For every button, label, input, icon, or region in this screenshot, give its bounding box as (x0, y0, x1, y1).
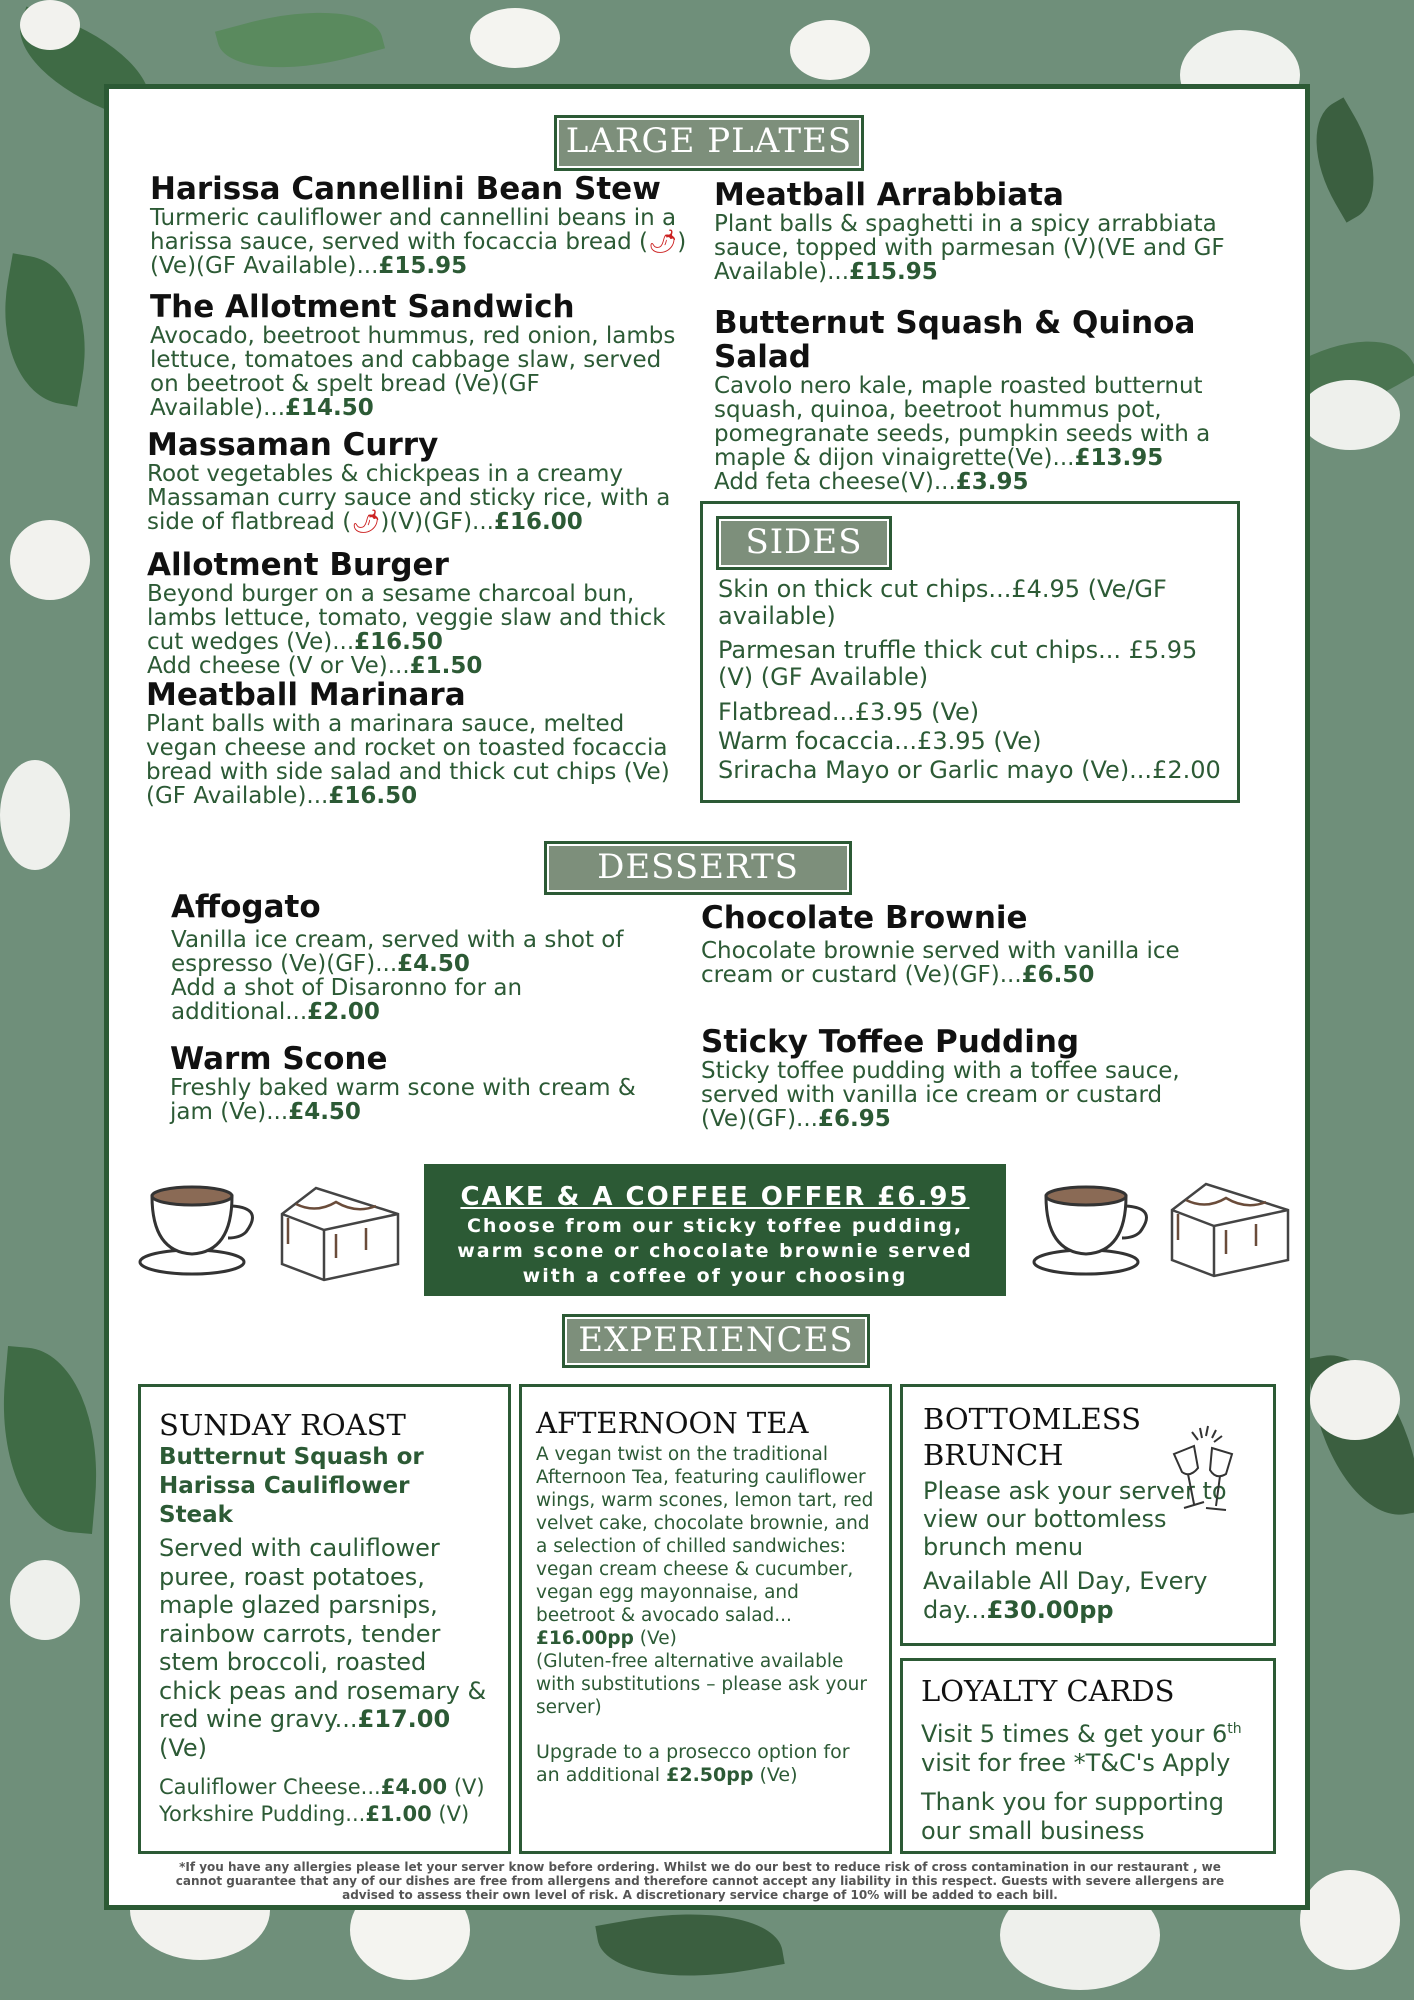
dish-desc: Plant balls with a marinara sauce, melted vegan cheese and rocket on toasted focaccia bread with side salad and thick cut chips (Ve)(GF Available)... (146, 711, 670, 809)
card-gf-note: (Gluten-free alternative available with substitutions – please ask your server) (536, 1651, 868, 1718)
dish-name: The Allotment Sandwich (150, 289, 575, 325)
dessert-desc: Freshly baked warm scone with cream & jam (Ve)... (170, 1075, 636, 1125)
dish-price: £16.00 (494, 509, 583, 535)
card-avail: Available All Day, Every day... (923, 1567, 1208, 1624)
sides-header: SIDES (716, 516, 892, 570)
dish-name: Massaman Curry (147, 427, 439, 463)
loyalty-cards-card (900, 1658, 1276, 1854)
side-item: Parmesan truffle thick cut chips... £5.95 (V) (GF Available) (718, 636, 1198, 691)
dish-tags-open: ( (639, 229, 649, 255)
dessert-name: Affogato (171, 889, 321, 925)
sunday-roast-card (138, 1384, 511, 1854)
dish-massaman-curry (147, 428, 687, 534)
experiences-header: EXPERIENCES (562, 1314, 870, 1368)
dish-extra: Add feta cheese(V)... (714, 469, 956, 495)
dish-price: £16.50 (354, 629, 443, 655)
loyalty-line: visit for free *T&C's Apply (921, 1749, 1231, 1777)
dish-price: £14.50 (285, 395, 374, 421)
offer-line: with a coffee of your choosing (522, 1265, 908, 1287)
dish-butternut-salad (714, 306, 1274, 494)
dish-price: £16.50 (328, 783, 418, 809)
coffee-cup-icon (136, 1180, 266, 1280)
dish-meatball-marinara (146, 678, 686, 808)
cake-slice-icon (276, 1184, 404, 1282)
loyalty-line: Visit 5 times & get your 6 (921, 1720, 1228, 1748)
dessert-desc: Vanilla ice cream, served with a shot of espresso (Ve)(GF)... (171, 927, 624, 977)
dessert-warm-scone (170, 1042, 640, 1124)
dish-harissa-stew (150, 172, 690, 278)
card-extra-tag: (V) (447, 1775, 485, 1799)
sides-list (718, 576, 1228, 785)
dish-allotment-burger (147, 548, 667, 678)
card-extra-price: £4.00 (380, 1775, 448, 1799)
offer-line: warm scone or chocolate brownie served (457, 1240, 973, 1262)
allergy-disclaimer: *If you have any allergies please let your server know before ordering. Whilst we do our best to reduce risk of cross contamination in our restaurant , we cannot guarantee that any of our dishes are free from allergens and therefore cannot accept any liability in this respect. Guests with severe allergens are advised to assess their own level of risk. A discretionary service charge of 10% will be added to each bill. (175, 1860, 1225, 1902)
dessert-desc: Sticky toffee pudding with a toffee sauce, served with vanilla ice cream or custard (Ve)(GF)... (701, 1058, 1180, 1132)
dish-name: Allotment Burger (147, 547, 449, 583)
card-title: BOTTOMLESS (923, 1402, 1141, 1436)
dish-name: Meatball Arrabbiata (714, 177, 1064, 213)
dessert-chocolate-brownie (701, 901, 1201, 987)
dessert-price: £4.50 (397, 951, 470, 977)
card-extra-tag: (V) (431, 1802, 470, 1826)
dish-price: £15.95 (849, 259, 938, 285)
dish-extra: Add cheese (V or Ve)... (147, 653, 410, 679)
dessert-price: £6.95 (817, 1106, 891, 1132)
dish-desc: Beyond burger on a sesame charcoal bun, lambs lettuce, tomato, veggie slaw and thick cut wedges (Ve)... (147, 581, 666, 655)
card-upgrade: Upgrade to a prosecco option for an additional (536, 1741, 850, 1786)
dish-name: Meatball Marinara (146, 677, 466, 713)
card-extra: Yorkshire Pudding... (159, 1802, 366, 1826)
dessert-affogato (171, 890, 651, 1024)
large-plates-header: LARGE PLATES (554, 115, 864, 171)
card-price: £17.00 (357, 1705, 451, 1733)
card-upgrade-price: £2.50pp (666, 1764, 754, 1786)
dish-desc: Turmeric cauliflower and cannellini beans in a harissa sauce, served with focaccia bread (150, 205, 677, 255)
afternoon-tea-card (519, 1384, 892, 1854)
dish-desc: Avocado, beetroot hummus, red onion, lambs lettuce, tomatoes and cabbage slaw, served on beetroot & spelt bread (Ve)(GF Available)... (150, 323, 676, 421)
dessert-name: Chocolate Brownie (701, 900, 1028, 936)
card-desc: Served with cauliflower puree, roast potatoes, maple glazed parsnips, rainbow carrots, tender stem broccoli, roasted chick peas and rosemary & red wine gravy... (159, 1534, 487, 1733)
card-title: LOYALTY CARDS (921, 1674, 1175, 1708)
card-tag: (Ve) (159, 1733, 208, 1762)
loyalty-sup: th (1227, 1721, 1242, 1737)
dish-desc: Cavolo nero kale, maple roasted butternut squash, quinoa, beetroot hummus pot, pomegranate seeds, pumpkin seeds with a maple & dijon vinaigrette(Ve)... (714, 373, 1211, 471)
chili-icon: 🌶 (351, 509, 381, 535)
card-title: SUNDAY ROAST (159, 1408, 406, 1442)
card-desc: Please ask your server to view our bottomless brunch menu (923, 1477, 1227, 1561)
card-title: BRUNCH (923, 1438, 1064, 1472)
card-desc: A vegan twist on the traditional Afternoon Tea, featuring cauliflower wings, warm scones, lemon tart, red velvet cake, chocolate brownie, and a selection of chilled sandwiches: vegan cream cheese & cucumber, vegan egg mayonnaise, and beetroot & avocado salad... (536, 1444, 874, 1626)
dish-desc: Plant balls & spaghetti in a spicy arrabbiata sauce, topped with parmesan (V)(VE and GF Available)... (714, 211, 1225, 285)
side-item: Sriracha Mayo or Garlic mayo (Ve)...£2.00 (718, 756, 1221, 784)
card-extra-price: £1.00 (365, 1802, 432, 1826)
dessert-price: £4.50 (288, 1099, 361, 1125)
dish-name: Butternut Squash & Quinoa Salad (714, 305, 1196, 375)
dessert-desc: Chocolate brownie served with vanilla ice cream or custard (Ve)(GF)... (701, 938, 1180, 988)
card-subtitle: Butternut Squash or Harissa Cauliflower Steak (159, 1444, 424, 1528)
dish-extra-price: £3.95 (955, 469, 1029, 495)
dessert-extra-price: £2.00 (307, 999, 380, 1025)
loyalty-thanks: Thank you for supporting our small business (921, 1788, 1224, 1845)
dish-extra-price: £1.50 (409, 653, 483, 679)
dish-tags: )(V)(GF)... (380, 509, 494, 535)
card-title: AFTERNOON TEA (536, 1406, 809, 1440)
card-price: £16.00pp (536, 1628, 634, 1649)
dish-price: £13.95 (1074, 445, 1164, 471)
cake-coffee-offer (424, 1164, 1006, 1296)
dish-allotment-sandwich (150, 290, 680, 420)
dish-meatball-arrabbiata (714, 178, 1234, 284)
card-extra: Cauliflower Cheese... (159, 1775, 381, 1799)
cake-slice-icon (1166, 1180, 1294, 1278)
offer-title: CAKE & A COFFEE OFFER £6.95 (460, 1182, 970, 1212)
desserts-header: DESSERTS (544, 841, 852, 895)
dessert-name: Warm Scone (170, 1041, 388, 1077)
offer-line: Choose from our sticky toffee pudding, (466, 1215, 964, 1237)
dish-desc: Root vegetables & chickpeas in a creamy Massaman curry sauce and sticky rice, with a side of flatbread ( (147, 461, 671, 535)
dessert-price: £6.50 (1021, 962, 1095, 988)
dessert-sticky-toffee (701, 1025, 1181, 1131)
dish-price: £15.95 (378, 253, 468, 279)
side-item: Skin on thick cut chips...£4.95 (Ve/GF available) (718, 575, 1167, 630)
champagne-glasses-icon (1160, 1424, 1250, 1520)
dish-name: Harissa Cannellini Bean Stew (150, 171, 661, 207)
chili-icon: 🌶 (648, 229, 678, 255)
dessert-extra: Add a shot of Disaronno for an additional... (171, 975, 523, 1025)
side-item: Warm focaccia...£3.95 (Ve) (718, 727, 1042, 755)
dish-tags: ) (Ve)(GF Available)... (150, 229, 687, 279)
card-price: £30.00pp (986, 1596, 1114, 1624)
side-item: Flatbread...£3.95 (Ve) (718, 698, 980, 726)
coffee-cup-icon (1030, 1180, 1160, 1280)
card-tag: (Ve) (633, 1628, 677, 1649)
dessert-name: Sticky Toffee Pudding (701, 1024, 1080, 1060)
card-upgrade-tag: (Ve) (753, 1764, 798, 1786)
